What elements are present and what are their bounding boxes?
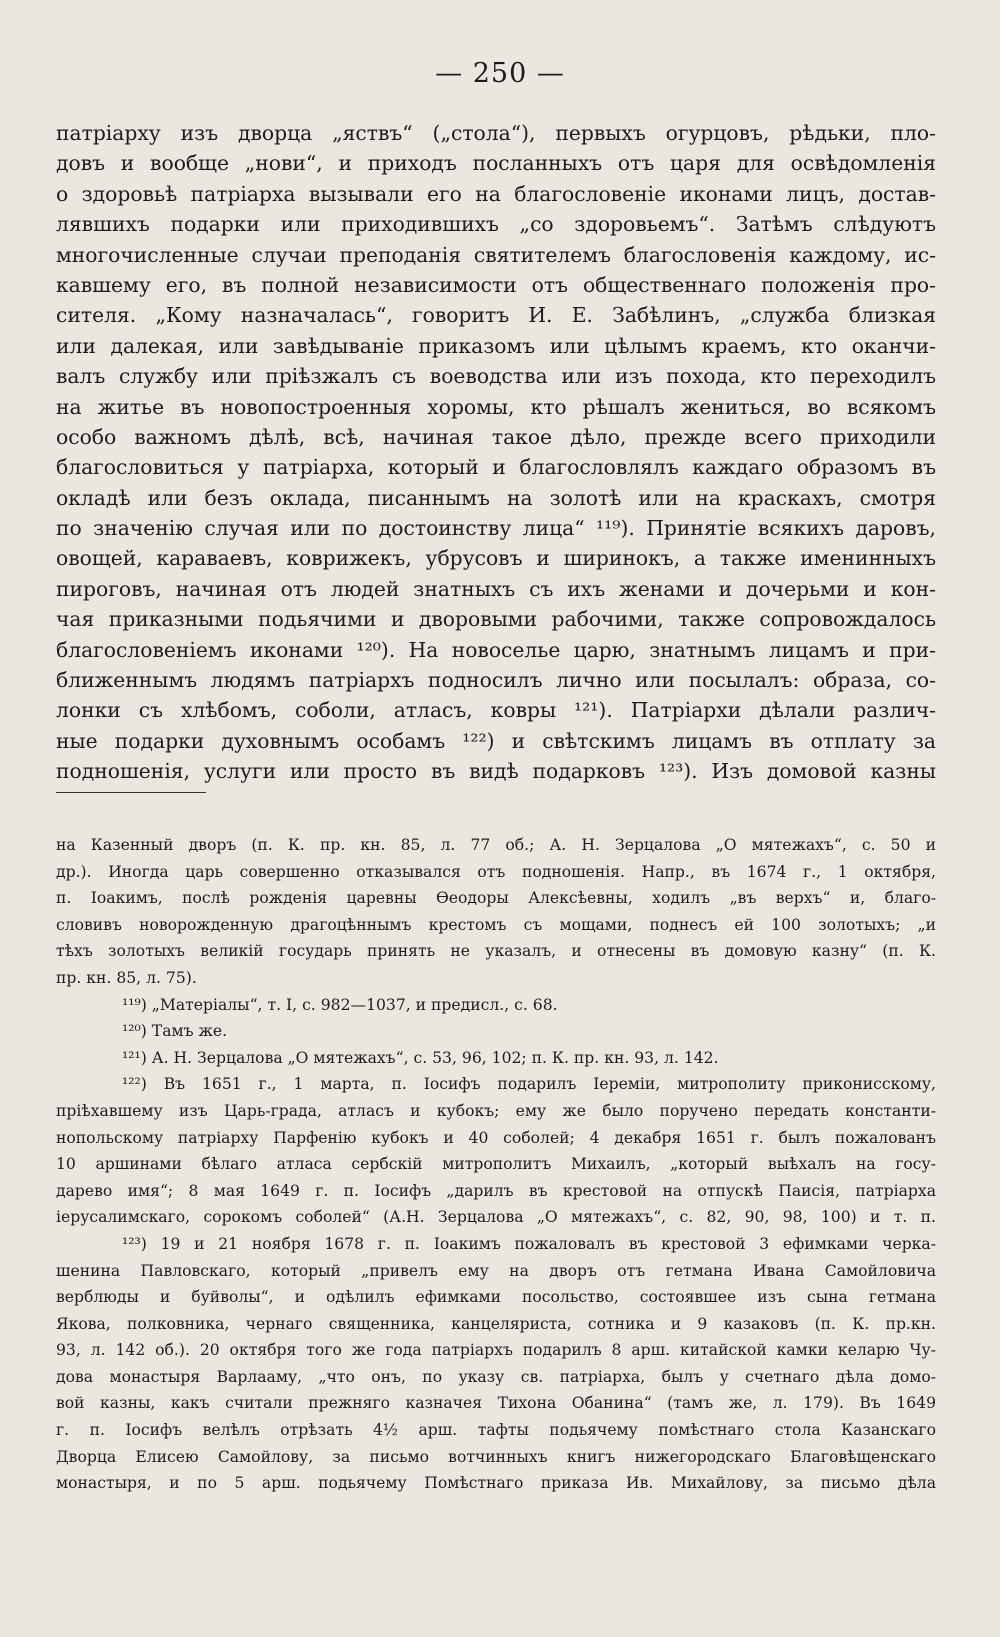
text-line: овощей, караваевъ, коврижекъ, убрусовъ и ширинокъ, а также именинныхъ — [56, 546, 936, 571]
footnote-line: 93, л. 142 об.). 20 октября того же года патріархъ подарилъ 8 арш. китайской камки келарю Чу- — [56, 1341, 936, 1360]
text-line: о здоровьѣ патріарха вызывали его на благословеніе иконами лицъ, достав- — [56, 181, 936, 206]
text-line: довъ и вообще „нови“, и приходъ посланныхъ отъ царя для освѣдомленія — [56, 151, 936, 176]
text-line: ближеннымъ людямъ патріархъ подносилъ лично или посылалъ: образа, со- — [56, 668, 936, 693]
footnote-line: вой казны, какъ считали прежняго казначея Тихона Обанина“ (тамъ же, л. 179). Въ 1649 — [56, 1394, 936, 1413]
text-line: пироговъ, начиная отъ людей знатныхъ съ ихъ женами и дочерьми и кон- — [56, 576, 936, 601]
page-number: — 250 — — [435, 58, 565, 89]
text-line: лонки съ хлѣбомъ, соболи, атласъ, ковры ¹²¹). Патріархи дѣлали различ- — [56, 698, 936, 723]
footnote-line: дова монастыря Варлааму, „что онъ, по указу св. патріарха, былъ у счетнаго дѣла домо- — [56, 1367, 936, 1386]
footnotes — [56, 832, 936, 1497]
text-line: на житье въ новопостроенныя хоромы, кто рѣшалъ жениться, во всякомъ — [56, 394, 936, 419]
footnote-line: нопольскому патріарху Парфенію кубокъ и 40 соболей; 4 декабря 1651 г. былъ пожалованъ — [56, 1128, 936, 1147]
footnote-separator — [56, 792, 206, 793]
text-line: чая приказными подьячими и дворовыми рабочими, также сопровождалось — [56, 607, 936, 632]
footnote-120: ¹²⁰) Тамъ же. — [122, 1022, 228, 1041]
text-line: кавшему его, въ полной независимости отъ общественнаго положенія про- — [56, 272, 936, 297]
footnote-121: ¹²¹) А. Н. Зерцалова „О мятежахъ“, с. 53, 96, 102; п. К. пр. кн. 93, л. 142. — [122, 1048, 719, 1067]
footnote-line: на Казенный дворъ (п. К. пр. кн. 85, л. 77 об.; А. Н. Зерцалова „О мятежахъ“, с. 50 и — [56, 836, 936, 854]
footnote-line: 10 аршинами бѣлаго атласа сербскій митрополитъ Михаилъ, „который выѣхалъ на госу- — [56, 1155, 936, 1174]
text-line: благословеніемъ иконами ¹²⁰). На новоселье царю, знатнымъ лицамъ и при- — [56, 637, 936, 662]
footnote-line: г. п. Іосифъ велѣлъ отрѣзать 4½ арш. тафты подьячему помѣстнаго стола Казанскаго — [56, 1421, 936, 1440]
footnote-line: Якова, полковника, чернаго священника, канцеляриста, сотника и 9 казаковъ (п. К. пр.кн. — [56, 1314, 936, 1333]
footnote-line: словивъ новорожденную драгоцѣннымъ крестомъ съ мощами, поднесъ ей 100 золотыхъ; „и — [56, 915, 936, 934]
footnote-line: п. Іоакимъ, послѣ рожденія царевны Ѳеодоры Алексѣевны, ходилъ „въ верхъ“ и, благо- — [56, 889, 936, 908]
footnote-line: монастыря, и по 5 арш. подьячему Помѣстнаго приказа Ив. Михайлову, за письмо дѣла — [56, 1474, 936, 1493]
text-line: валъ службу или пріѣзжалъ съ воеводства или изъ похода, кто переходилъ — [56, 364, 936, 389]
text-line: особо важномъ дѣлѣ, всѣ, начиная такое дѣло, прежде всего приходили — [56, 424, 936, 449]
text-line: сителя. „Кому назначалась“, говоритъ И. Е. Забѣлинъ, „служба близкая — [56, 303, 936, 328]
text-line: ные подарки духовнымъ особамъ ¹²²) и свѣтскимъ лицамъ въ отплату за — [56, 728, 936, 753]
text-line: многочисленные случаи преподанія святителемъ благословенія каждому, ис- — [56, 242, 936, 267]
footnote-line: дарево имя“; 8 мая 1649 г. п. Іосифъ „дарилъ въ крестовой на отпускѣ Паисія, патріарха — [56, 1181, 936, 1200]
footnote-line: Дворца Елисею Самойлову, за письмо вотчинныхъ книгъ нижегородскаго Благовѣщенскаго — [56, 1447, 936, 1466]
footnote-123: ¹²³) 19 и 21 ноября 1678 г. п. Іоакимъ пожаловалъ въ крестовой 3 ефимками черка- — [122, 1234, 936, 1253]
text-line: подношенія, услуги или просто въ видѣ подарковъ ¹²³). Изъ домовой казны — [56, 759, 936, 784]
text-line: по значенію случая или по достоинству лица“ ¹¹⁹). Принятіе всякихъ даровъ, — [56, 516, 936, 541]
text-line: или далекая, или завѣдываніе приказомъ или цѣлымъ краемъ, кто оканчи- — [56, 333, 936, 358]
footnote-119: ¹¹⁹) „Матеріалы“, т. I, с. 982—1037, и предисл., с. 68. — [122, 995, 558, 1014]
footnote-line: др.). Иногда царь совершенно отказывался отъ подношенія. Напр., въ 1674 г., 1 октября, — [56, 862, 936, 881]
main-text — [56, 118, 936, 787]
footnote-line: верблюды и буйволы“, и одѣлилъ ефимками посольство, состоявшее изъ сына гетмана — [56, 1288, 936, 1307]
footnote-line: тѣхъ золотыхъ великій государь принять не указалъ, и отнесены въ домовую казну“ (п. К. — [56, 942, 936, 961]
text-line: окладѣ или безъ оклада, писаннымъ на золотѣ или на краскахъ, смотря — [56, 485, 936, 510]
footnote-line: пріѣхавшему изъ Царь-града, атласъ и кубокъ; ему же было поручено передать константи- — [56, 1101, 936, 1120]
text-line: лявшихъ подарки или приходившихъ „со здоровьемъ“. Затѣмъ слѣдуютъ — [56, 212, 936, 237]
text-line: благословиться у патріарха, который и благословлялъ каждаго образомъ въ — [56, 455, 936, 480]
footnote-line: шенина Павловскаго, который „привелъ ему на дворъ отъ гетмана Ивана Самойловича — [56, 1261, 936, 1280]
text-line: патріарху изъ дворца „яствъ“ („стола“), первыхъ огурцовъ, рѣдьки, пло- — [56, 121, 936, 145]
footnote-122: ¹²²) Въ 1651 г., 1 марта, п. Іосифъ подарилъ Іереміи, митрополиту приконисскому, — [122, 1075, 936, 1094]
footnote-line: іерусалимскаго, сорокомъ соболей“ (А.Н. Зерцалова „О мятежахъ“, с. 82, 90, 98, 100) и т. п. — [56, 1208, 936, 1227]
footnote-line: пр. кн. 85, л. 75). — [56, 968, 197, 987]
